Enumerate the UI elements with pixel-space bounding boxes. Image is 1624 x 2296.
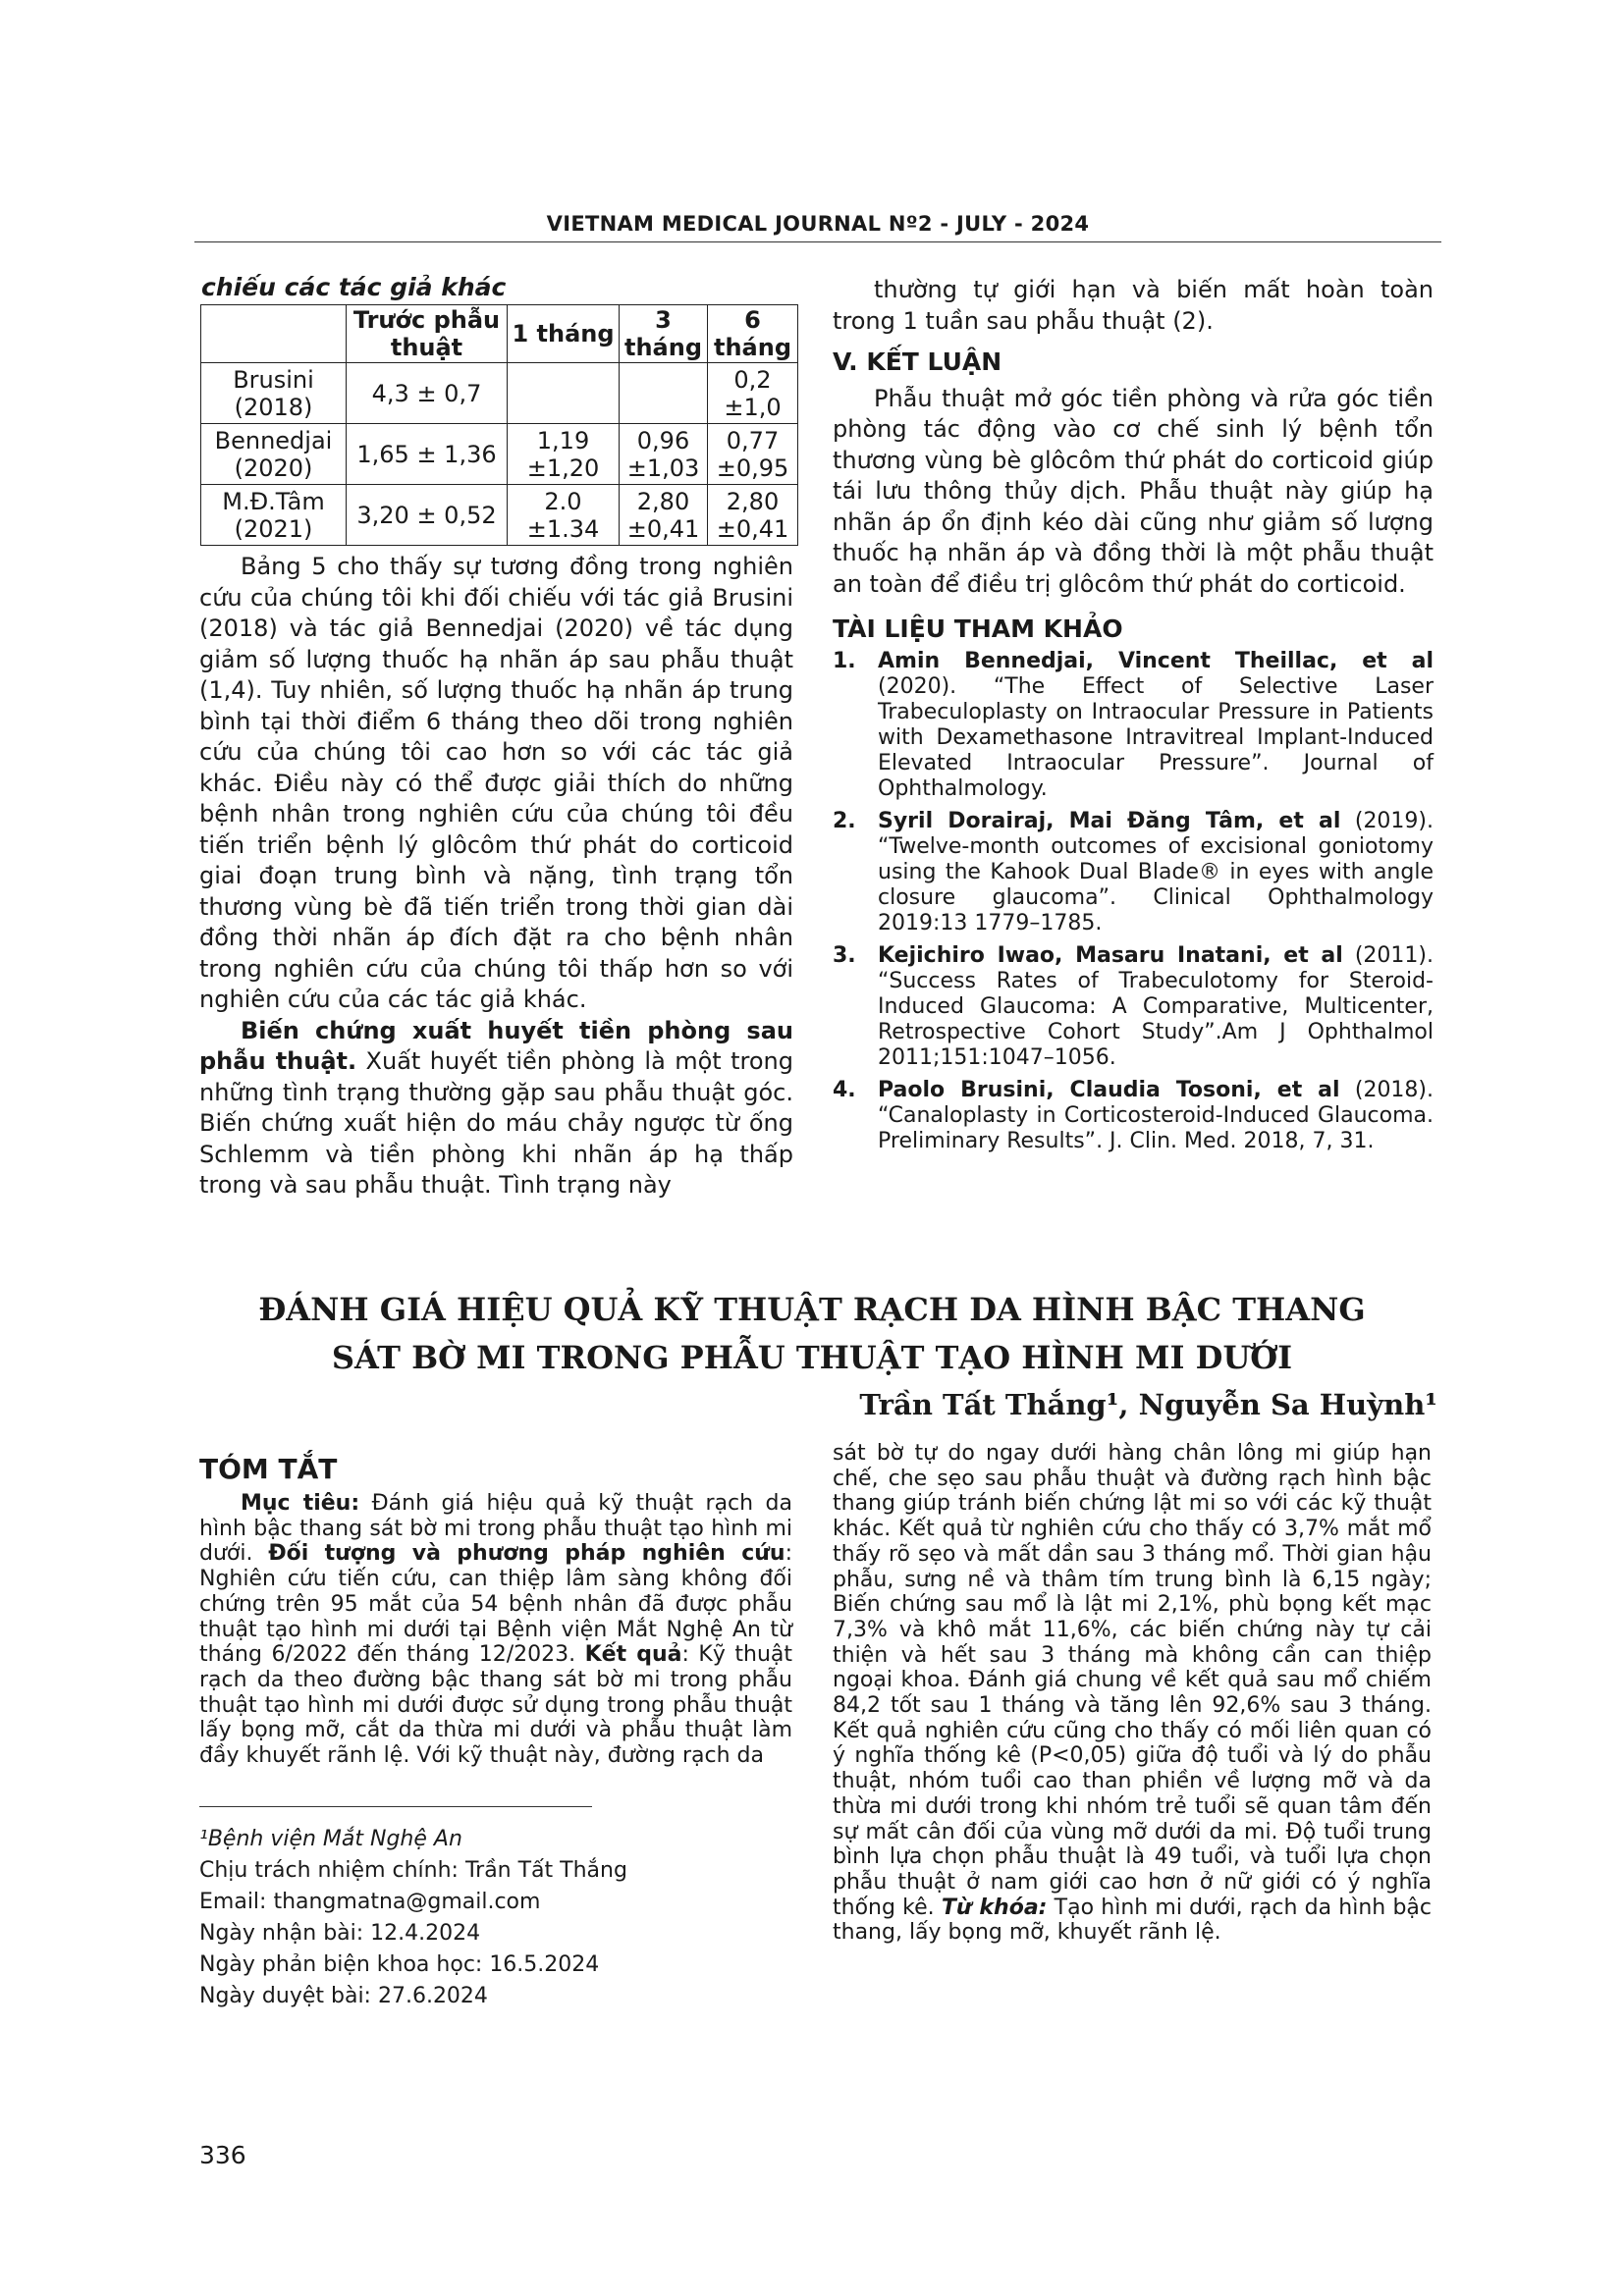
comparison-table bbox=[200, 304, 798, 546]
abstract-heading: TÓM TẮT bbox=[199, 1453, 338, 1485]
table-cell: 0,77 ±0,95 bbox=[708, 424, 798, 485]
complication-text: Xuất huyết tiền phòng là một trong những tình trạng thường gặp sau phẫu thuật góc. Biến chứng xuất hiện do máu chảy ngược từ ống Schlemm và tiền phòng khi nhãn áp hạ thấp trong và sau phẫu thuật. Tình trạng này bbox=[199, 1047, 793, 1199]
header-rule bbox=[194, 241, 1441, 242]
left-column-body bbox=[199, 552, 793, 1201]
footnote-rule bbox=[199, 1806, 592, 1807]
table-header-cell: 1 tháng bbox=[508, 305, 620, 363]
footnote-responsible: Chịu trách nhiệm chính: Trần Tất Thắng bbox=[199, 1858, 627, 1883]
discussion-paragraph: Bảng 5 cho thấy sự tương đồng trong nghiên cứu của chúng tôi khi đối chiếu với tác giả Brusini (2018) và tác giả Bennedjai (2020) về tác dụng giảm số lượng thuốc hạ nhãn áp sau phẫu thuật (1,4). Tuy nhiên, số lượng thuốc hạ nhãn áp trung bình tại thời điểm 6 tháng theo dõi trong nghiên cứu của chúng tôi cao hơn so với các tác giả khác. Điều này có thể được giải thích do những bệnh nhân trong nghiên cứu của chúng tôi đều tiến triển bệnh lý glôcôm thứ phát do corticoid giai đoạn trung bình và nặng, tình trạng tổn thương vùng bè đã tiến triển trong thời gian dài đồng thời nhãn áp đích đặt ra cho bệnh nhân trong nghiên cứu của chúng tôi thấp hơn so với nghiên cứu của các tác giả khác. bbox=[199, 553, 793, 1013]
table-header-cell: 6 tháng bbox=[708, 305, 798, 363]
abstract-right bbox=[833, 1441, 1432, 1946]
table-cell: Brusini (2018) bbox=[201, 363, 347, 424]
abstract-left bbox=[199, 1491, 792, 1769]
complication-paragraph bbox=[199, 1016, 793, 1201]
table-row bbox=[201, 485, 798, 546]
table-cell: Bennedjai (2020) bbox=[201, 424, 347, 485]
table-cell: 2,80 ±0,41 bbox=[708, 485, 798, 546]
references-list bbox=[833, 649, 1434, 1154]
conclusion-paragraph: Phẫu thuật mở góc tiền phòng và rửa góc tiền phòng tác động vào cơ chế sinh lý bệnh tổn thương vùng bè glôcôm thứ phát do corticoid giúp tái lưu thông thủy dịch. Phẫu thuật này giúp hạ nhãn áp ổn định kéo dài cũng như giảm số lượng thuốc hạ nhãn áp và đồng thời là một phẫu thuật an toàn để điều trị glôcôm thứ phát do corticoid. bbox=[833, 384, 1434, 598]
table-caption: chiếu các tác giả khác bbox=[201, 273, 507, 301]
table-cell: 0,2 ±1,0 bbox=[708, 363, 798, 424]
table-row bbox=[201, 424, 798, 485]
table-cell: 4,3 ± 0,7 bbox=[347, 363, 508, 424]
footnote-received: Ngày nhận bài: 12.4.2024 bbox=[199, 1921, 481, 1946]
table-cell: 0,96 ±1,03 bbox=[620, 424, 708, 485]
footnotes bbox=[199, 1824, 627, 2012]
table-cell: M.Đ.Tâm (2021) bbox=[201, 485, 347, 546]
article-title bbox=[157, 1286, 1467, 1382]
abstract-paragraph: Mục tiêu: Đánh giá hiệu quả kỹ thuật rạch da hình bậc thang sát bờ mi trong phẫu thuật tạo hình mi dưới. Đối tượng và phương pháp nghiên cứu: Nghiên cứu tiến cứu, can thiệp lâm sàng không đối chứng trên 95 mắt của 54 bệnh nhân đã được phẫu thuật tạo hình mi dưới tại Bệnh viện Mắt Nghệ An từ tháng 6/2022 đến tháng 12/2023. Kết quả: Kỹ thuật rạch da theo đường bậc thang sát bờ mi trong phẫu thuật tạo hình mi dưới được sử dụng trong phẫu thuật lấy bọng mỡ, cắt da thừa mi dưới và phẫu thuật làm đầy khuyết rãnh lệ. Với kỹ thuật này, đường rạch da bbox=[199, 1491, 792, 1769]
footnote-accepted: Ngày duyệt bài: 27.6.2024 bbox=[199, 1984, 488, 2008]
reference-item: 4. Paolo Brusini, Claudia Tosoni, et al (2018). “Canaloplasty in Corticosteroid-Induced Glaucoma. Preliminary Results”. J. Clin. Med. 2018, 7, 31. bbox=[833, 1077, 1435, 1153]
reference-item: 2. Syril Dorairaj, Mai Đăng Tâm, et al (2019). “Twelve-month outcomes of excisional goniotomy using the Kahook Dual Blade® in eyes with angle closure glaucoma”. Clinical Ophthalmology 2019:13 1779–1785. bbox=[833, 808, 1435, 935]
continued-paragraph: thường tự giới hạn và biến mất hoàn toàn trong 1 tuần sau phẫu thuật (2). bbox=[833, 276, 1434, 335]
table-row bbox=[201, 363, 798, 424]
table-cell: 1,65 ± 1,36 bbox=[347, 424, 508, 485]
table-header-row bbox=[201, 305, 798, 363]
page-number: 336 bbox=[199, 2141, 246, 2169]
table-header-cell: 3 tháng bbox=[620, 305, 708, 363]
table-header-cell bbox=[201, 305, 347, 363]
article-title-line: ĐÁNH GIÁ HIỆU QUẢ KỸ THUẬT RẠCH DA HÌNH BẬC THANG bbox=[258, 1291, 1366, 1328]
table-cell: 1,19 ±1,20 bbox=[508, 424, 620, 485]
right-column-body bbox=[833, 275, 1434, 1161]
table-cell: 2.0 ±1.34 bbox=[508, 485, 620, 546]
footnote-reviewed: Ngày phản biện khoa học: 16.5.2024 bbox=[199, 1952, 600, 1977]
footnote-email: Email: thangmatna@gmail.com bbox=[199, 1890, 541, 1914]
table-cell: 2,80 ±0,41 bbox=[620, 485, 708, 546]
table-cell: 3,20 ± 0,52 bbox=[347, 485, 508, 546]
table-cell bbox=[620, 363, 708, 424]
conclusion-title: V. KẾT LUẬN bbox=[833, 347, 1002, 376]
footnote-affiliation: ¹Bệnh viện Mắt Nghệ An bbox=[199, 1827, 462, 1851]
article-authors: Trần Tất Thắng¹, Nguyễn Sa Huỳnh¹ bbox=[859, 1388, 1437, 1421]
table-header-cell: Trước phẫu thuật bbox=[347, 305, 508, 363]
reference-item: 3. Kejichiro Iwao, Masaru Inatani, et al (2011). “Success Rates of Trabeculotomy for Steroid-Induced Glaucoma: A Comparative, Multicenter, Retrospective Cohort Study”.Am J Ophthalmol 2011;151:1047–1056. bbox=[833, 942, 1434, 1070]
journal-header: VIETNAM MEDICAL JOURNAL Nº2 - JULY - 2024 bbox=[546, 212, 1090, 236]
table-cell bbox=[508, 363, 620, 424]
article-title-line: SÁT BỜ MI TRONG PHẪU THUẬT TẠO HÌNH MI DƯỚI bbox=[331, 1339, 1293, 1376]
abstract-continued: sát bờ tự do ngay dưới hàng chân lông mi giúp hạn chế, che sẹo sau phẫu thuật và đường rạch hình bậc thang giúp tránh biến chứng lật mi so với các kỹ thuật khác. Kết quả từ nghiên cứu cho thấy có 3,7% mắt mổ thấy rõ sẹo và mất dần sau 3 tháng mổ. Thời gian hậu phẫu, sưng nề và thâm tím trung bình là 6,15 ngày; Biến chứng sau mổ là lật mi 2,1%, phù bọng kết mạc 7,3% và khô mắt 11,6%, các biến chứng này tự cải thiện và hết sau 3 tháng mà không cần can thiệp ngoại khoa. Đánh giá chung về kết quả sau mổ chiếm 84,2 tốt sau 1 tháng và tăng lên 92,6% sau 3 tháng. Kết quả nghiên cứu cũng cho thấy có mối liên quan có ý nghĩa thống kê (P<0,05) giữa độ tuổi và lý do phẫu thuật, nhóm tuổi cao than phiền về lượng mỡ và da thừa mi dưới trong khi nhóm trẻ tuổi sẽ quan tâm đến sự mất cân đối của vùng mỡ dưới da mi. Độ tuổi trung bình lựa chọn phẫu thuật là 49 tuổi, và tuổi lựa chọn phẫu thuật ở nam giới cao hơn ở nữ giới có ý nghĩa thống kê. Từ khóa: Tạo hình mi dưới, rạch da hình bậc thang, lấy bọng mỡ, khuyết rãnh lệ. bbox=[833, 1441, 1432, 1946]
references-title: TÀI LIỆU THAM KHẢO bbox=[833, 614, 1123, 643]
reference-item: 1. Amin Bennedjai, Vincent Theillac, et al (2020). “The Effect of Selective Laser Trabeculoplasty on Intraocular Pressure in Patients with Dexamethasone Intravitreal Implant-Induced Elevated Intraocular Pressure”. Journal of Ophthalmology. bbox=[833, 648, 1434, 801]
complication-heading: Biến chứng xuất huyết tiền phòng sau phẫu thuật. bbox=[199, 1016, 793, 1075]
